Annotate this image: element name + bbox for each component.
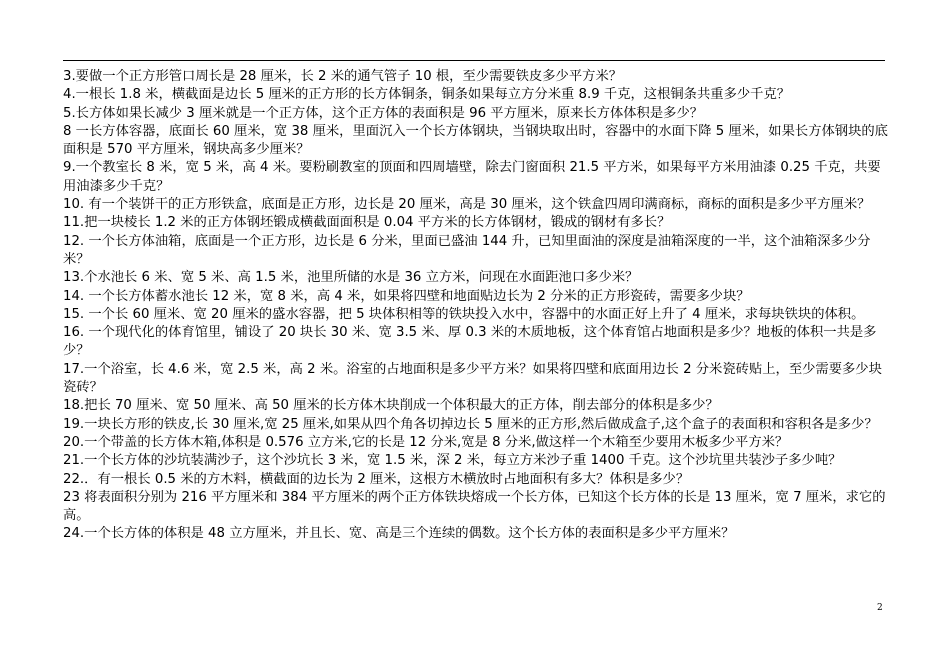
problem-22: 22.．有一根长 0.5 米的方木料，横截面的边长为 2 厘米，这根方木横放时占地面积有多大？体积是多少？ <box>63 471 690 487</box>
problem-10: 10. 有一个装饼干的正方形铁盒，底面是正方形，边长是 20 厘米，高是 30 厘米，这个铁盒四周印满商标，商标的面积是多少平方厘米？ <box>63 197 871 213</box>
problem-4: 4.一根长 1.8 米，横截面是边长 5 厘米的正方形的长方体铜条，铜条如果每立方分米重 8.9 千克，这根铜条共重多少千克？ <box>63 87 791 103</box>
problem-14: 14. 一个长方体蓄水池长 12 米，宽 8 米，高 4 米，如果将四壁和地面贴边长为 2 分米的正方形瓷砖，需要多少块？ <box>63 288 750 304</box>
problem-19: 19.一块长方形的铁皮,长 30 厘米,宽 25 厘米,如果从四个角各切掉边长 5 厘米的正方形,然后做成盒子,这个盒子的表面积和容积各是多少？ <box>63 416 878 432</box>
problem-17: 17.一个浴室，长 4.6 米，宽 2.5 米，高 2 米。浴室的占地面积是多少平方米？如果将四壁和底面用边长 2 分米瓷砖贴上，至少需要多少块瓷砖？ <box>63 361 882 396</box>
problem-20: 20.一个带盖的长方体木箱,体积是 0.576 立方米,它的长是 12 分米,宽是 8 分米,做这样一个木箱至少要用木板多少平方米？ <box>63 434 789 450</box>
problem-3: 3.要做一个正方形管口周长是 28 厘米，长 2 米的通气管子 10 根，至少需要铁皮多少平方米？ <box>63 69 623 84</box>
problem-9: 9.一个教室长 8 米，宽 5 米，高 4 米。要粉刷教室的顶面和四周墙壁，除去门窗面积 21.5 平方米，如果每平方米用油漆 0.25 千克，共要用油漆多少千克？ <box>63 160 881 194</box>
problem-16: 16. 一个现代化的体育馆里，铺设了 20 块长 30 米、宽 3.5 米、厚 0.3 米的木质地板，这个体育馆占地面积是多少？地板的体积一共是多少？ <box>63 325 877 359</box>
problem-8: 8 一长方体容器，底面长 60 厘米，宽 38 厘米，里面沉入一个长方体钢块，当钢块取出时，容器中的水面下降 5 厘米，如果长方体钢块的底面积是 570 平方厘米，钢块高多少厘米？ <box>63 123 888 158</box>
problem-18: 18.把长 70 厘米、宽 50 厘米、高 50 厘米的长方体木块削成一个体积最大的正方体，削去部分的体积是多少？ <box>63 398 719 414</box>
problem-5: 5.长方体如果长减少 3 厘米就是一个正方体，这个正方体的表面积是 96 平方厘米，原来长方体体积是多少？ <box>63 105 704 121</box>
problem-13: 13.个水池长 6 米、宽 5 米、高 1.5 米，池里所储的水是 36 立方米，问现在水面距池口多少米？ <box>63 270 639 286</box>
problem-list <box>63 68 889 544</box>
problem-23: 23 将表面积分别为 216 平方厘米和 384 平方厘米的两个正方体铁块熔成一个长方体，已知这个长方体的长是 13 厘米，宽 7 厘米，求它的高。 <box>63 489 886 524</box>
problem-24: 24.一个长方体的体积是 48 立方厘米，并且长、宽、高是三个连续的偶数。这个长方体的表面积是多少平方厘米？ <box>63 526 735 542</box>
problem-21: 21.一个长方体的沙坑装满沙子，这个沙坑长 3 米，宽 1.5 米，深 2 米，每立方米沙子重 1400 千克。这个沙坑里共装沙子多少吨？ <box>63 453 842 469</box>
problem-15: 15. 一个长 60 厘米、宽 20 厘米的盛水容器，把 5 块体积相等的铁块投入水中，容器中的水面正好上升了 4 厘米，求每块铁块的体积。 <box>63 306 865 322</box>
problem-11: 11.把一块棱长 1.2 米的正方体钢坯锻成横截面面积是 0.04 平方米的长方体钢材，锻成的钢材有多长？ <box>63 215 671 231</box>
header-rule <box>63 60 885 61</box>
page-number: 2 <box>877 603 883 613</box>
problem-12: 12. 一个长方体油箱，底面是一个正方形，边长是 6 分米，里面已盛油 144 升，已知里面油的深度是油箱深度的一半，这个油箱深多少分米？ <box>63 233 871 267</box>
